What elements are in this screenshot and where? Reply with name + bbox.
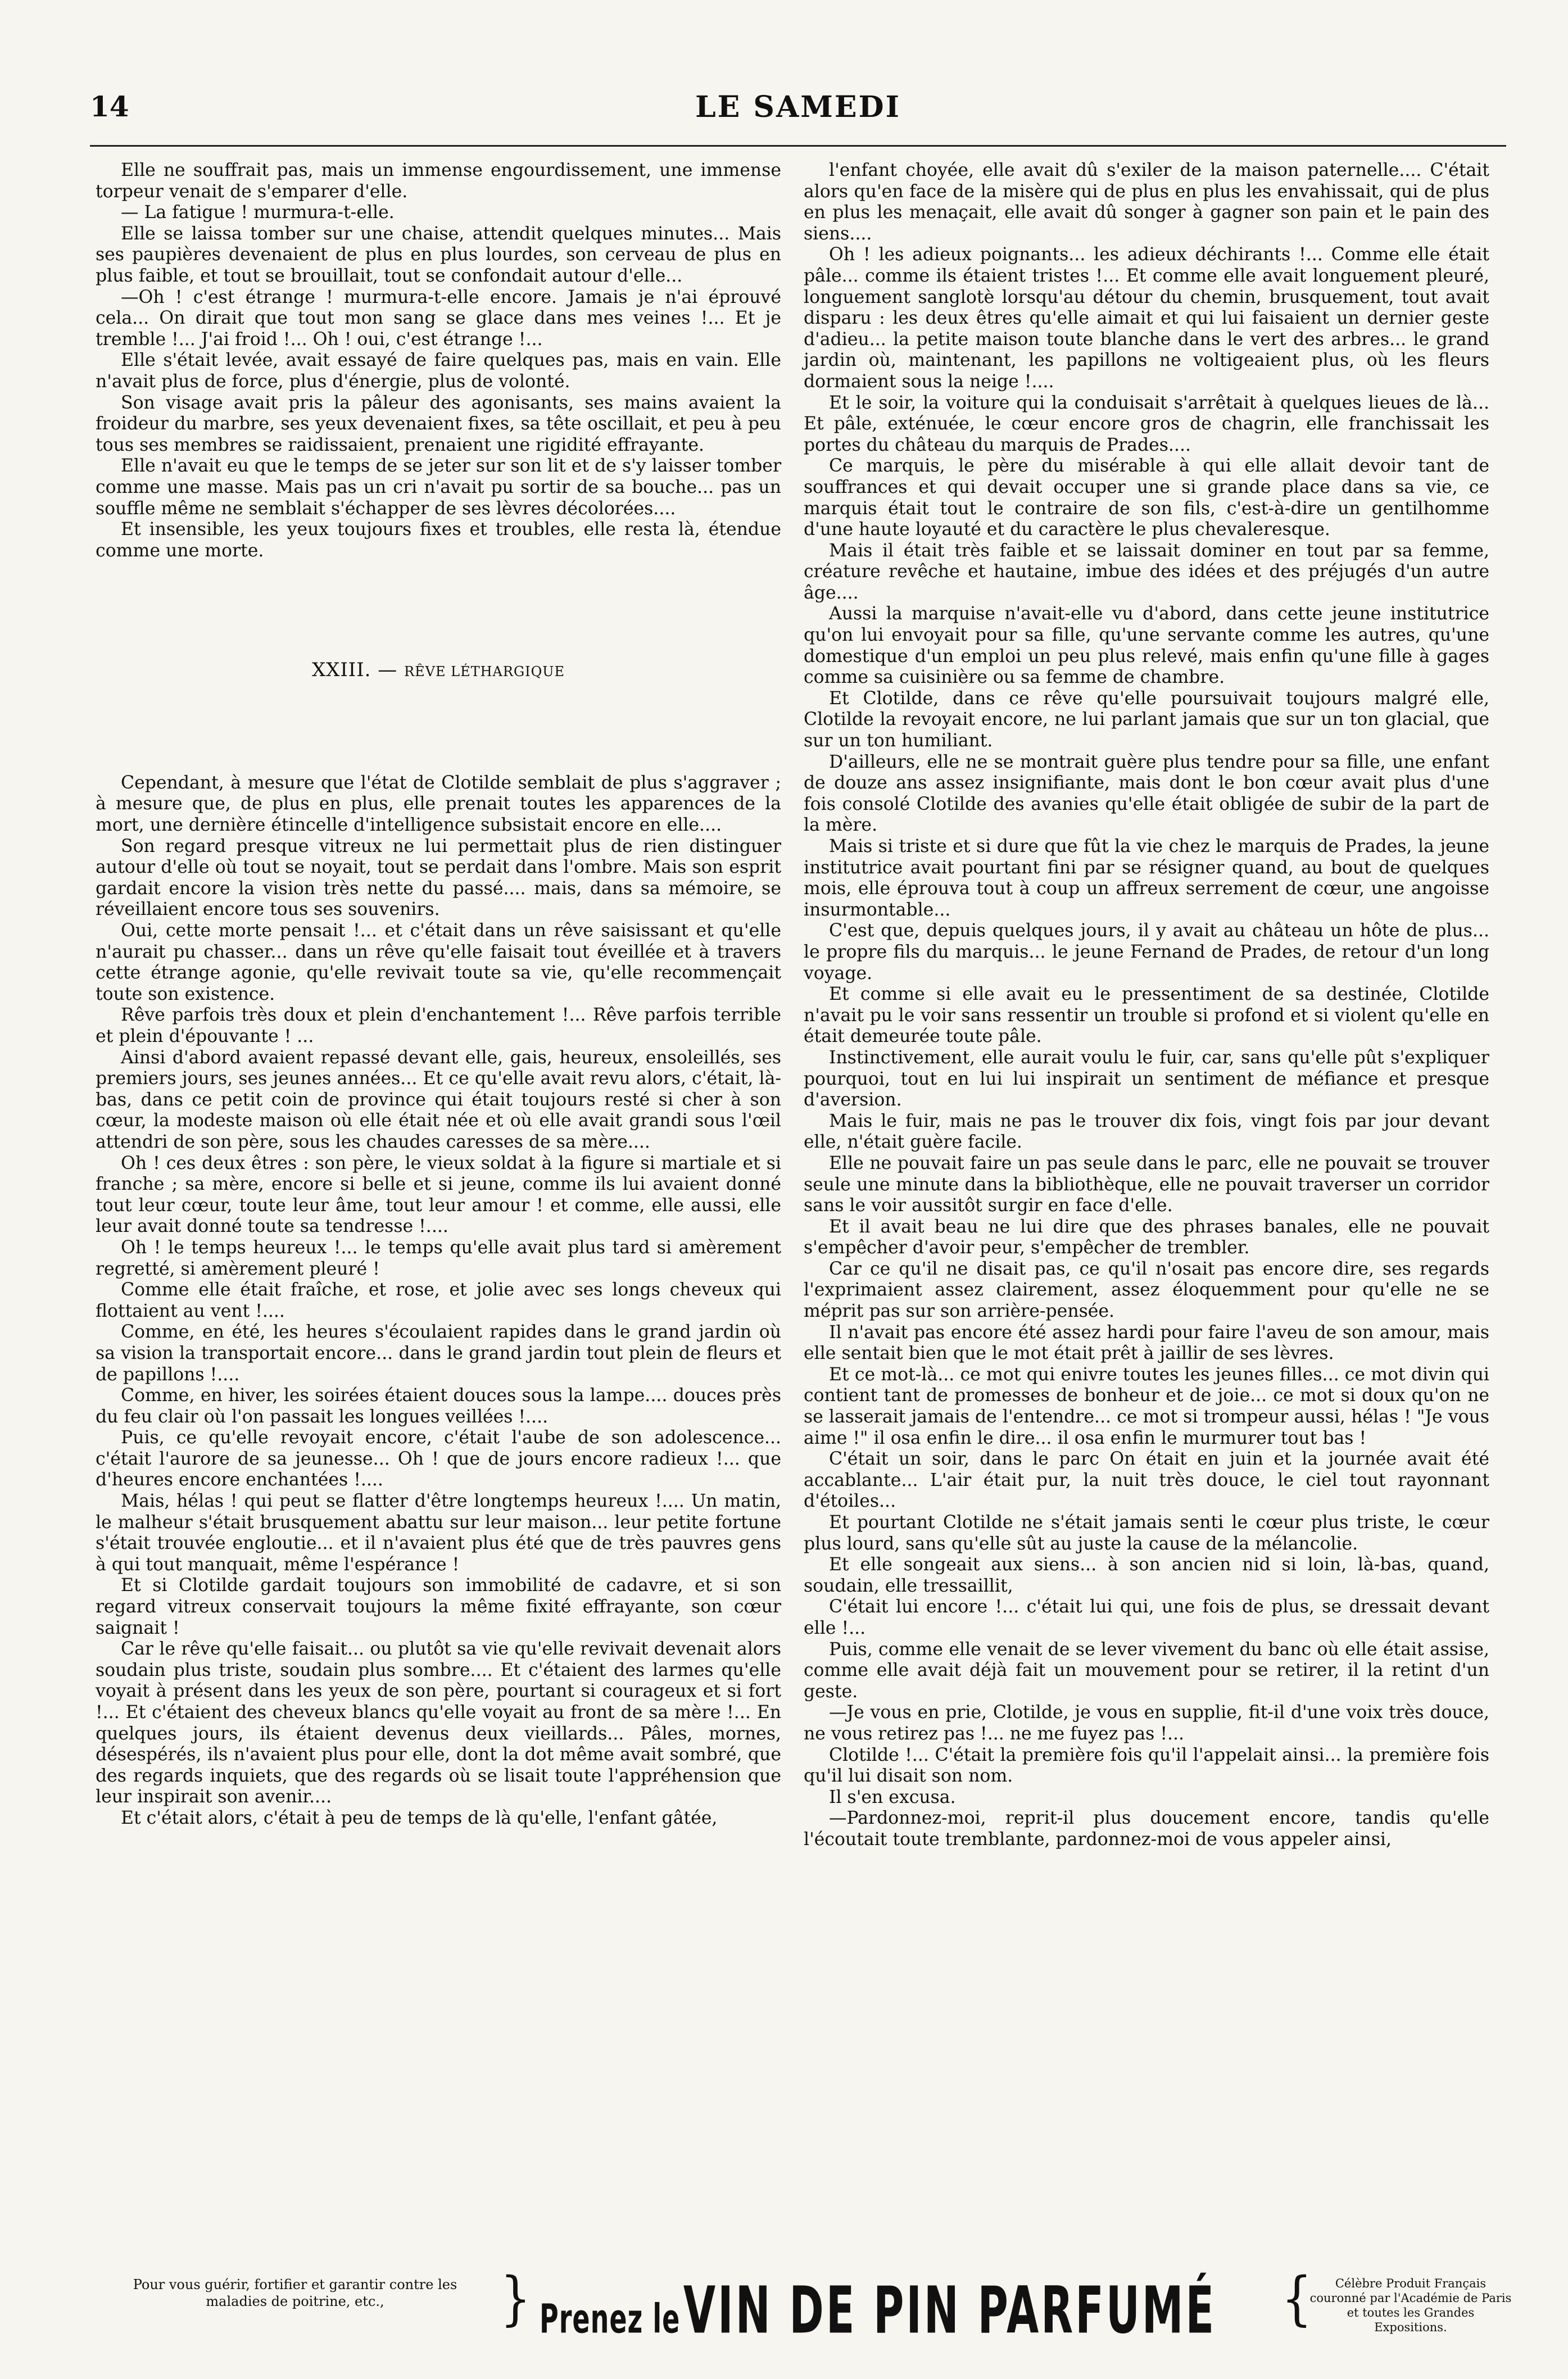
paragraph: Son regard presque vitreux ne lui permettait plus de rien distinguer autour d'elle où tout se noyait, tout se perdait dans l'ombre. Mais son esprit gardait encore la vision très nette du passé.... mais, dans sa mémoire, se réveillaient encore tous ses souvenirs. — [96, 836, 781, 920]
paragraph: Oh ! le temps heureux !... le temps qu'elle avait plus tard si amèrement regretté, si amèrement pleuré ! — [96, 1237, 781, 1279]
paragraph: Cependant, à mesure que l'état de Clotilde semblait de plus s'aggraver ; à mesure que, de plus en plus, elle prenait toutes les apparences de la mort, une dernière étincelle d'intelligence subsistait encore en elle.... — [96, 772, 781, 836]
paragraph: Il s'en excusa. — [829, 1787, 956, 1807]
paragraph: D'ailleurs, elle ne se montrait guère plus tendre pour sa fille, une enfant de douze ans assez insignifiante, mais dont le bon cœur avait plus d'une fois consolé Clotilde des avanies qu'elle était obligée de subir de la part de la mère. — [804, 751, 1489, 836]
ad-brace-left: } — [500, 2265, 531, 2332]
left-column-chapter-text — [96, 773, 781, 1829]
paragraph: Et il avait beau ne lui dire que des phrases banales, elle ne pouvait s'empêcher d'avoir peur, s'empêcher de trembler. — [804, 1216, 1489, 1258]
paragraph: Instinctivement, elle aurait voulu le fuir, car, sans qu'elle pût s'expliquer pourquoi, tout en lui lui inspirait un sentiment de méfiance et presque d'aversion. — [804, 1047, 1489, 1111]
paragraph: Mais, hélas ! qui peut se flatter d'être longtemps heureux !.... Un matin, le malheur s'était brusquement abattu sur leur maison... leur petite fortune s'était trouvée engloutie... et il n'avaient plus été que de très pauvres gens à qui tout manquait, même l'espérance ! — [96, 1491, 781, 1575]
header-rule — [90, 145, 1506, 147]
ad-main-slogan — [540, 2273, 1216, 2348]
paragraph: Clotilde !... C'était la première fois qu'il l'appelait ainsi... la première fois qu'il lui disait son nom. — [804, 1744, 1489, 1787]
paragraph: Elle n'avait eu que le temps de se jeter sur son lit et de s'y laisser tomber comme une masse. Mais pas un cri n'avait pu sortir de sa bouche... pas un souffle même ne semblait s'échapper de ses lèvres décolorées.... — [96, 456, 781, 519]
chapter-title: RÊVE LÉTHARGIQUE — [404, 664, 565, 680]
paragraph: Car le rêve qu'elle faisait... ou plutôt sa vie qu'elle revivait devenait alors soudain plus triste, soudain plus sombre.... Et c'étaient des larmes qu'elle voyait à présent dans les yeux de son père, pourtant si courageux et si fort !... Et c'étaient des cheveux blancs qu'elle voyait au front de sa mère !... En quelques jours, ils étaient devenus deux vieillards... Pâles, mornes, désespérés, ils n'avaient plus pour elle, dont la dot même avait sombré, que des regards inquiets, que des regards où se lisait toute l'appréhension que leur inspirait son avenir.... — [96, 1639, 781, 1807]
paragraph: —Je vous en prie, Clotilde, je vous en supplie, fit-il d'une voix très douce, ne vous retirez pas !... ne me fuyez pas !... — [804, 1702, 1489, 1744]
paragraph: Elle ne souffrait pas, mais un immense engourdissement, une immense torpeur venait de s'emparer d'elle. — [96, 160, 781, 202]
paragraph: Et c'était alors, c'était à peu de temps de là qu'elle, l'enfant gâtée, — [121, 1807, 718, 1828]
paragraph: Et insensible, les yeux toujours fixes et troubles, elle resta là, étendue comme une morte. — [96, 519, 781, 561]
paragraph: Et comme si elle avait eu le pressentiment de sa destinée, Clotilde n'avait pu le voir sans ressentir un trouble si profond et si violent qu'elle en était demeurée toute pâle. — [804, 984, 1489, 1047]
paragraph: Rêve parfois très doux et plein d'enchantement !... Rêve parfois terrible et plein d'épouvante ! ... — [96, 1005, 781, 1046]
paragraph: Aussi la marquise n'avait-elle vu d'abord, dans cette jeune institutrice qu'on lui envoyait pour sa fille, qu'une servante comme les autres, qu'une domestique d'un emploi un peu plus relevé, mais enfin qu'une fille à gages comme sa cuisinière ou sa femme de chambre. — [804, 604, 1489, 688]
paragraph: Comme elle était fraîche, et rose, et jolie avec ses longs cheveux qui flottaient au vent !.... — [96, 1280, 781, 1321]
paragraph: —Pardonnez-moi, reprit-il plus doucement encore, tandis qu'elle l'écoutait toute tremblante, pardonnez-moi de vous appeler ainsi, — [804, 1808, 1489, 1850]
paragraph: Et si Clotilde gardait toujours son immobilité de cadavre, et si son regard vitreux conservait toujours la même fixité effrayante, son cœur saignait ! — [96, 1575, 781, 1638]
paragraph: Oh ! ces deux êtres : son père, le vieux soldat à la figure si martiale et si franche ; sa mère, encore si belle et si jeune, comme ils lui avaient donné tout leur cœur, toute leur âme, tout leur amour ! et comme, elle aussi, elle leur avait donné toute sa tendresse !.... — [96, 1153, 781, 1237]
paragraph: Mais il était très faible et se laissait dominer en tout par sa femme, créature revêche et hautaine, imbue des idées et des préjugés d'un autre âge.... — [804, 540, 1489, 603]
paragraph: Comme, en été, les heures s'écoulaient rapides dans le grand jardin où sa vision la transportait encore... dans le grand jardin tout plein de fleurs et de papillons !.... — [96, 1322, 781, 1385]
advertisement-banner — [90, 2265, 1512, 2349]
paragraph: Et elle songeait aux siens... à son ancien nid si loin, là-bas, quand, soudain, elle tressaillit, — [804, 1555, 1489, 1596]
paragraph: Comme, en hiver, les soirées étaient douces sous la lampe.... douces près du feu clair où l'on passait les longues veillées !.... — [96, 1385, 781, 1427]
ad-right-text: Célèbre Produit Français couronné par l'Académie de Paris et toutes les Grandes Expositions. — [1309, 2277, 1512, 2334]
paragraph: Ainsi d'abord avaient repassé devant elle, gais, heureux, ensoleillés, ses premiers jours, ses jeunes années... Et ce qu'elle avait revu alors, c'était, là-bas, dans ce petit coin de province qui était toujours resté si cher à son cœur, la modeste maison où elle était née et où elle avait grandi sous l'œil attendri de son père, sous les chaudes caresses de sa mère.... — [96, 1047, 781, 1152]
paragraph: Et pourtant Clotilde ne s'était jamais senti le cœur plus triste, le cœur plus lourd, sans qu'elle sût au juste la cause de la mélancolie. — [804, 1512, 1489, 1554]
ad-main-prefix: Prenez le — [540, 2295, 681, 2342]
paragraph: Oh ! les adieux poignants... les adieux déchirants !... Comme elle était pâle... comme ils étaient tristes !... Et comme elle avait longuement pleuré, longuement sanglotè lorsqu'au détour du chemin, brusquement, tout avait disparu : les deux êtres qu'elle aimait et qui lui faisaient un dernier geste d'adieu... la petite maison toute blanche dans le vert des arbres... le grand jardin où, maintenant, les papillons ne voltigeaient plus, où les fleurs dormaient sous la neige !.... — [804, 244, 1489, 392]
left-column — [96, 160, 781, 1829]
right-column — [804, 160, 1489, 1851]
paragraph: Et le soir, la voiture qui la conduisait s'arrêtait à quelques lieues de là... Et pâle, exténuée, le cœur encore gros de chagrin, elle franchissait les portes du château du marquis de Prades.... — [804, 392, 1489, 455]
paragraph: Elle ne pouvait faire un pas seule dans le parc, elle ne pouvait se trouver seule une minute dans la bibliothèque, elle ne pouvait traverser un corridor sans le voir aussitôt surgir en face d'elle. — [804, 1153, 1489, 1216]
paragraph: l'enfant choyée, elle avait dû s'exiler de la maison paternelle.... C'était alors qu'en face de la misère qui de plus en plus les envahissait, qui de plus en plus les menaçait, elle avait dû songer à gagner son pain et le pain des siens.... — [804, 160, 1489, 244]
paragraph: —Oh ! c'est étrange ! murmura-t-elle encore. Jamais je n'ai éprouvé cela... On dirait que tout mon sang se glace dans mes veines !... Et je tremble !... J'ai froid !... Oh ! oui, c'est étrange !... — [96, 287, 781, 350]
paragraph: — La fatigue ! murmura-t-elle. — [121, 202, 395, 223]
paragraph: Mais le fuir, mais ne pas le trouver dix fois, vingt fois par jour devant elle, n'était guère facile. — [804, 1111, 1489, 1153]
paragraph: C'était lui encore !... c'était lui qui, une fois de plus, se dressait devant elle !... — [804, 1597, 1489, 1638]
ad-product-name: VIN DE PIN PARFUMÉ — [683, 2273, 1217, 2349]
paragraph: Elle s'était levée, avait essayé de faire quelques pas, mais en vain. Elle n'avait plus de force, plus d'énergie, plus de volonté. — [96, 350, 781, 392]
paragraph: Et Clotilde, dans ce rêve qu'elle poursuivait toujours malgré elle, Clotilde la revoyait encore, ne lui parlant jamais que sur un ton glacial, que sur un ton humiliant. — [804, 688, 1489, 751]
chapter-number: XXIII. — — [311, 659, 398, 682]
ad-brace-right: { — [1281, 2265, 1312, 2332]
page-number: 14 — [90, 90, 129, 123]
paragraph: C'est que, depuis quelques jours, il y avait au château un hôte de plus... le propre fils du marquis... le jeune Fernand de Prades, de retour d'un long voyage. — [804, 921, 1489, 984]
ad-left-text: Pour vous guérir, fortifier et garantir contre les maladies de poitrine, etc., — [133, 2277, 457, 2309]
left-column-opening-text — [96, 160, 781, 561]
paragraph: Puis, comme elle venait de se lever vivement du banc où elle était assise, comme elle avait déjà fait un mouvement pour se retirer, il la retint d'un geste. — [804, 1639, 1489, 1702]
right-column-text — [804, 160, 1489, 1851]
chapter-heading — [96, 660, 781, 683]
paragraph: Et ce mot-là... ce mot qui enivre toutes les jeunes filles... ce mot divin qui contient tant de promesses de bonheur et de joie... ce mot si doux qu'on ne se lasserait jamais de l'entendre... ce mot si trompeur aussi, hélas ! "Je vous aime !" il osa enfin le dire... il osa enfin le murmurer tout bas ! — [804, 1364, 1489, 1448]
paragraph: Il n'avait pas encore été assez hardi pour faire l'aveu de son amour, mais elle sentait bien que le mot était prêt à jaillir de ses lèvres. — [804, 1322, 1489, 1364]
paragraph: Ce marquis, le père du misérable à qui elle allait devoir tant de souffrances et qui devait occuper une si grande place dans sa vie, ce marquis était tout le contraire de son fils, c'est-à-dire un gentilhomme d'une haute loyauté et du caractère le plus chevaleresque. — [804, 456, 1489, 540]
paragraph: C'était un soir, dans le parc On était en juin et la journée avait été accablante... L'air était pur, la nuit très douce, le ciel tout rayonnant d'étoiles... — [804, 1449, 1489, 1512]
journal-title: LE SAMEDI — [695, 90, 901, 124]
paragraph: Elle se laissa tomber sur une chaise, attendit quelques minutes... Mais ses paupières devenaient de plus en plus lourdes, son cerveau de plus en plus faible, et tout se brouillait, tout se confondait autour d'elle... — [96, 223, 781, 286]
page-header — [90, 90, 1506, 135]
paragraph: Mais si triste et si dure que fût la vie chez le marquis de Prades, la jeune institutrice avait pourtant fini par se résigner quand, au bout de quelques mois, elle éprouva tout à coup un affreux serrement de cœur, une angoisse insurmontable... — [804, 836, 1489, 920]
paragraph: Puis, ce qu'elle revoyait encore, c'était l'aube de son adolescence... c'était l'aurore de sa jeunesse... Oh ! que de jours encore radieux !... que d'heures encore enchantées !.... — [96, 1428, 781, 1490]
paragraph: Son visage avait pris la pâleur des agonisants, ses mains avaient la froideur du marbre, ses yeux devenaient fixes, sa tête oscillait, et peu à peu tous ses membres se raidissaient, prenaient une rigidité effrayante. — [96, 392, 781, 455]
paragraph: Oui, cette morte pensait !... et c'était dans un rêve saisissant et qu'elle n'aurait pu chasser... dans un rêve qu'elle faisait tout éveillée et à travers cette étrange agonie, qu'elle revivait toute sa vie, qu'elle recommençait toute son existence. — [96, 921, 781, 1004]
paragraph: Car ce qu'il ne disait pas, ce qu'il n'osait pas encore dire, ses regards l'exprimaient assez clairement, assez éloquemment pour qu'elle ne se méprit pas sur son arrière-pensée. — [804, 1258, 1489, 1322]
